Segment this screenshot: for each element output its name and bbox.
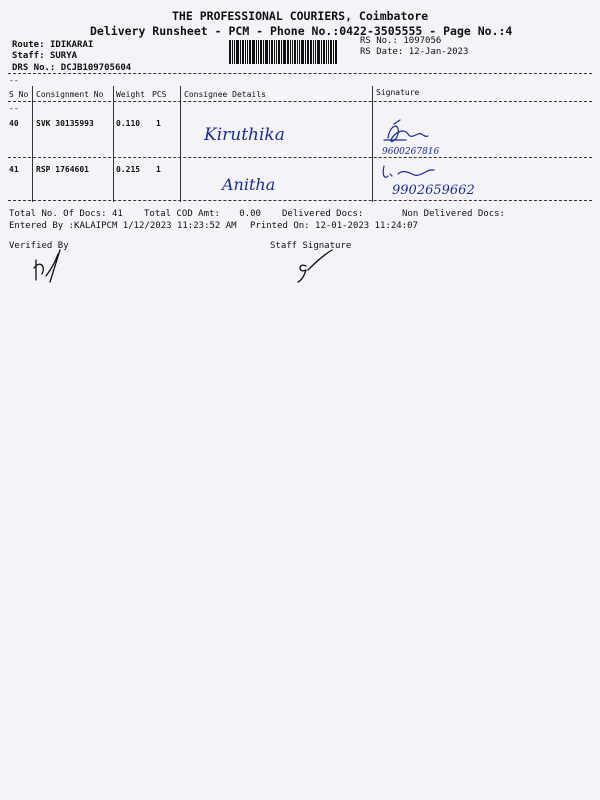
- delivered-docs-label: Delivered Docs:: [282, 209, 364, 219]
- rs-no-line: [360, 36, 441, 46]
- barcode-bar: [229, 40, 231, 64]
- drs-line: [12, 63, 131, 73]
- barcode-bar: [234, 40, 235, 64]
- barcode-bar: [323, 40, 325, 64]
- drs-label: DRS No.:: [12, 63, 56, 73]
- row-41-pcs: 1: [156, 165, 161, 174]
- barcode-bar: [240, 40, 241, 64]
- barcode-bar: [328, 40, 329, 64]
- total-cod-line: [144, 209, 261, 219]
- barcode-bar: [265, 40, 268, 64]
- col-header-pcs: PCS: [152, 90, 167, 99]
- barcode-bar: [242, 40, 244, 64]
- rs-date-value: 12-Jan-2023: [408, 47, 469, 57]
- svg-text:9902659662: 9902659662: [392, 183, 475, 198]
- barcode-bar: [283, 40, 286, 64]
- barcode-bar: [281, 40, 282, 64]
- barcode-bar: [292, 40, 293, 64]
- barcode-bar: [252, 40, 255, 64]
- row-41-sno: 41: [9, 165, 19, 174]
- row-40-consignment: SVK 30135993: [36, 119, 94, 128]
- staff-line: [12, 51, 77, 61]
- barcode-bar: [271, 40, 273, 64]
- row-41-consignment: RSP 1764601: [36, 165, 89, 174]
- separator-row-40: [8, 157, 592, 158]
- svg-text:9600267816: 9600267816: [382, 147, 440, 157]
- col-header-signature: Signature: [376, 88, 420, 97]
- barcode-bar: [313, 40, 314, 64]
- barcode-bar: [317, 40, 320, 64]
- row-40-sno: 40: [9, 119, 19, 128]
- svg-text:Anitha: Anitha: [222, 175, 276, 194]
- total-cod-value: 0.00: [239, 209, 261, 219]
- barcode-bar: [258, 40, 259, 64]
- total-docs-line: [9, 209, 123, 219]
- barcode-bar: [335, 40, 337, 64]
- barcode-bar: [269, 40, 270, 64]
- row-41-signature: [378, 162, 488, 198]
- barcode-bar: [256, 40, 257, 64]
- barcode-bar: [245, 40, 246, 64]
- barcode-bar: [294, 40, 296, 64]
- barcode-bar: [236, 40, 239, 64]
- barcode-bar: [249, 40, 251, 64]
- staff-signature-label: Staff Signature: [270, 241, 352, 251]
- row-40-pcs: 1: [156, 119, 161, 128]
- barcode-bar: [290, 40, 291, 64]
- barcode-bar: [247, 40, 248, 64]
- runsheet-title: Delivery Runsheet - PCM - Phone No.:0422-3505555 - Page No.:4: [90, 24, 513, 38]
- col-header-consignee: Consignee Details: [184, 90, 266, 99]
- barcode-bar: [263, 40, 264, 64]
- staff-label: Staff:: [12, 51, 45, 61]
- barcode-bar: [307, 40, 309, 64]
- rs-no-value: 1097056: [403, 36, 442, 46]
- verified-by-signature: [30, 246, 80, 286]
- route-value: IDIKARAI: [49, 40, 94, 50]
- staff-signature-mark: [292, 246, 342, 286]
- column-divider: [32, 86, 33, 202]
- barcode-bar: [333, 40, 334, 64]
- barcode-bar: [330, 40, 332, 64]
- total-docs-value: 41: [111, 209, 123, 219]
- barcode-bar: [278, 40, 280, 64]
- rs-no-label: RS No.:: [360, 36, 398, 46]
- non-delivered-docs-label: Non Delivered Docs:: [402, 209, 505, 219]
- barcode-bar: [301, 40, 304, 64]
- staff-value: SURYA: [49, 51, 78, 61]
- column-divider: [180, 86, 181, 202]
- separator-header: [8, 101, 592, 102]
- barcode-bar: [260, 40, 262, 64]
- company-name: THE PROFESSIONAL COURIERS, Coimbatore: [172, 9, 429, 23]
- entered-by: Entered By :KALAIPCM 1/12/2023 11:23:52 AM: [9, 221, 237, 231]
- barcode-bar: [274, 40, 275, 64]
- rs-date-label: RS Date:: [360, 47, 404, 57]
- barcode-bar: [276, 40, 277, 64]
- barcode-bar: [287, 40, 289, 64]
- row-41-weight: 0.215: [116, 165, 141, 174]
- barcode-bar: [326, 40, 327, 64]
- barcode-bar: [232, 40, 233, 64]
- svg-text:Kiruthika: Kiruthika: [204, 125, 285, 145]
- printed-on: Printed On: 12-01-2023 11:24:07: [250, 221, 418, 231]
- barcode-bar: [299, 40, 300, 64]
- verified-by-label: Verified By: [9, 241, 69, 251]
- route-label: Route:: [12, 40, 45, 50]
- row-41-consignee-handwriting: [218, 170, 308, 196]
- total-docs-label: Total No. Of Docs:: [9, 209, 107, 219]
- barcode-bar: [297, 40, 298, 64]
- separator-row-41: [8, 200, 592, 201]
- drs-value: DCJB109705604: [60, 63, 132, 73]
- barcode-bar: [315, 40, 316, 64]
- col-header-sno: S No: [9, 90, 29, 99]
- column-divider: [113, 86, 114, 202]
- total-cod-label: Total COD Amt:: [144, 209, 220, 219]
- barcode-bar: [305, 40, 306, 64]
- dash-mark: --: [9, 76, 19, 85]
- separator-top: [8, 73, 592, 74]
- barcode-bar: [310, 40, 312, 64]
- row-40-weight: 0.110: [116, 119, 141, 128]
- row-40-signature: [378, 116, 468, 158]
- rs-date-line: [360, 47, 468, 57]
- col-header-consignment: Consignment No: [36, 90, 104, 99]
- barcode-bar: [321, 40, 322, 64]
- row-40-consignee-handwriting: [200, 118, 310, 150]
- column-divider: [372, 86, 373, 202]
- dash-mark: --: [9, 104, 19, 113]
- col-header-weight: Weight: [116, 90, 145, 99]
- barcode: [229, 40, 351, 64]
- route-line: [12, 40, 93, 50]
